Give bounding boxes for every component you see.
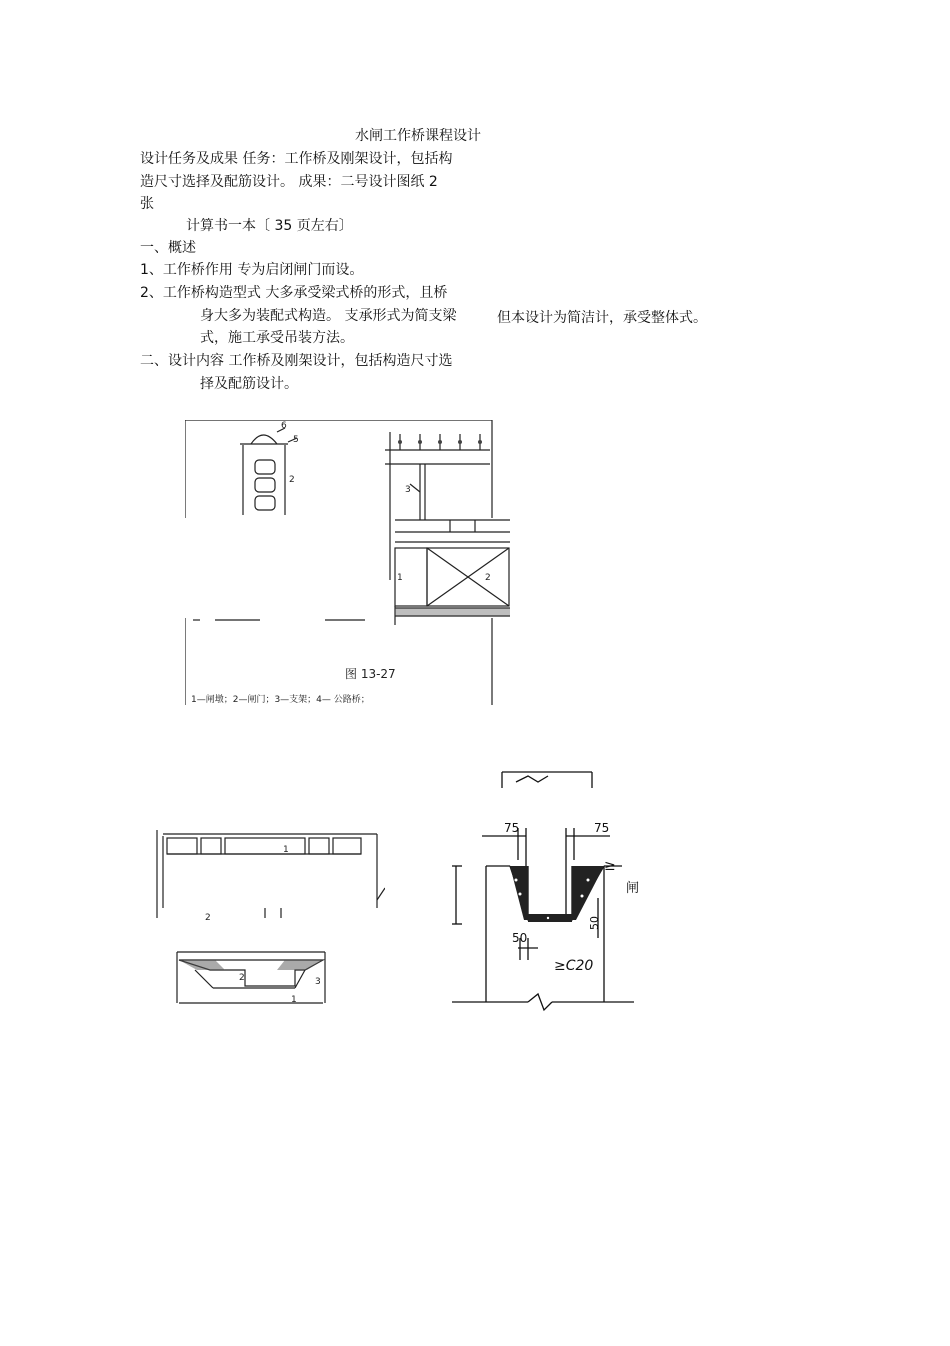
figure2-label-1: 1: [283, 845, 289, 855]
figure3-grade-bottom: ≥C20: [554, 958, 594, 974]
figure3-dim-right: 75: [594, 821, 610, 835]
overview-item-2d: 式，施工承受吊装方法。: [200, 330, 354, 346]
figure-work-bridge: [185, 420, 515, 710]
figure3-dim-left: 75: [504, 821, 520, 835]
figure-gate-slot-detail: [448, 770, 648, 1015]
figure3-side-label: 闸: [626, 881, 640, 896]
figure1-label-2b: 2: [485, 573, 491, 583]
figure1-label-5: 5: [293, 435, 299, 445]
overview-item-1: 1、工作桥作用 专为启闭闸门而设。: [140, 262, 364, 278]
figure2-label-2b: 2: [205, 913, 211, 923]
figure1-caption: 图 13-27: [345, 667, 396, 681]
figure1-label-6: 6: [281, 421, 287, 431]
overview-item-2a: 2、工作桥构造型式 大多承受梁式桥的形式，且桥: [140, 285, 448, 301]
figure2-label-1b: 1: [291, 995, 297, 1005]
task-line-3: 张: [140, 196, 154, 212]
figure3-grade-top: ≥: [604, 858, 616, 874]
figure1-label-3: 3: [405, 485, 411, 495]
task-line-2: 造尺寸选择及配筋设计。 成果：二号设计图纸 2: [140, 174, 438, 190]
figure3-dim-side: 50: [588, 916, 601, 930]
figure3-dim-bottom: 50: [512, 931, 528, 945]
figure-bridge-deck: [155, 828, 385, 1008]
overview-item-2c: 但本设计为简洁计，承受整体式。: [497, 310, 707, 326]
task-line-1: 设计任务及成果 任务：工作桥及刚架设计，包括构: [140, 151, 453, 167]
overview-item-2b: 身大多为装配式构造。 支承形式为简支梁: [200, 308, 457, 324]
figure1-label-2: 2: [289, 475, 295, 485]
task-line-4: 计算书一本〔 35 页左右〕: [186, 218, 353, 234]
section-design-line-2: 择及配筋设计。: [200, 376, 298, 392]
section-design-heading: 二、设计内容 工作桥及刚架设计，包括构造尺寸选: [140, 353, 453, 369]
figure2-label-3: 3: [315, 977, 321, 987]
page-title: 水闸工作桥课程设计: [355, 128, 481, 144]
figure1-label-1: 1: [397, 573, 403, 583]
figure1-legend: 1—闸墩；2—闸门；3—支架；4— 公路桥；: [191, 695, 370, 705]
section-overview-heading: 一、概述: [140, 240, 196, 256]
figure2-label-2: 2: [239, 973, 245, 983]
